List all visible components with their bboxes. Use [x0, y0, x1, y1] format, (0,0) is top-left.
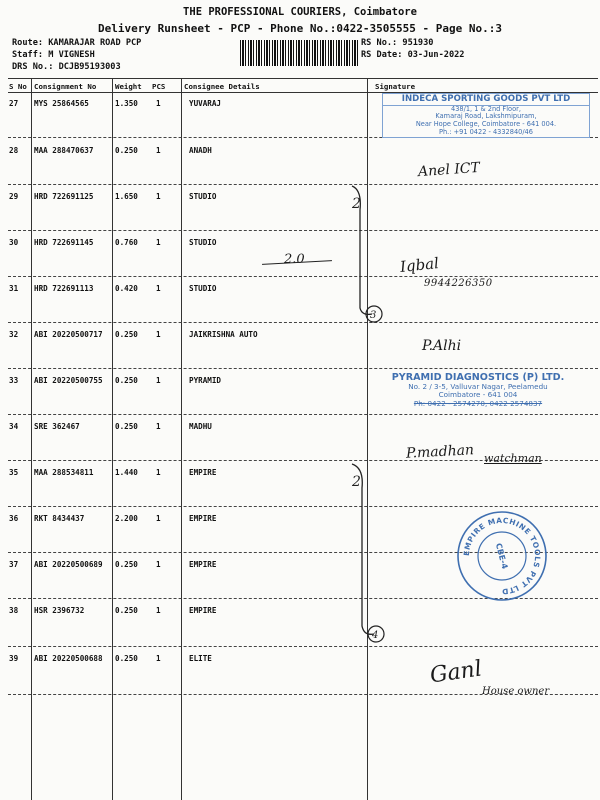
row-consignment: RKT 8434437	[34, 514, 85, 523]
stamp-line: Coimbatore - 641 004	[438, 390, 518, 400]
row-consignee: EMPIRE	[189, 468, 217, 477]
row-sno: 27	[9, 99, 19, 108]
row-weight: 1.440	[115, 468, 138, 477]
group-bracket-empire	[344, 458, 388, 648]
row-pcs: 1	[156, 606, 161, 615]
row-consignee: STUDIO	[189, 238, 217, 247]
seal-center-text: CBE-4	[493, 542, 510, 571]
row-consignment: ABI 20220500717	[34, 330, 103, 339]
row-sno: 36	[9, 514, 19, 523]
row-sno: 29	[9, 192, 19, 201]
col-divider	[181, 78, 182, 800]
row-pcs: 1	[156, 284, 161, 293]
row-pcs: 1	[156, 468, 161, 477]
row-weight: 0.250	[115, 654, 138, 663]
row-pcs: 1	[156, 654, 161, 663]
row-pcs: 1	[156, 238, 161, 247]
row-sno: 37	[9, 560, 19, 569]
row-consignee: EMPIRE	[189, 560, 217, 569]
row-separator	[8, 646, 598, 647]
indeca-company-stamp	[382, 93, 590, 138]
col-header-sno: S No	[9, 82, 27, 91]
row-consignment: ABI 20220500689	[34, 560, 103, 569]
bracket-count-end: 4	[372, 630, 379, 641]
col-header-consignee: Consignee Details	[184, 82, 260, 91]
table-top-border	[8, 78, 598, 79]
row-pcs: 1	[156, 422, 161, 431]
row-pcs: 1	[156, 376, 161, 385]
row-consignment: MAA 288470637	[34, 146, 94, 155]
rs-date: RS Date: 03-Jun-2022	[361, 50, 465, 60]
route-label: Route: KAMARAJAR ROAD PCP	[12, 38, 142, 48]
stamp-line: 438/1, 1 & 2nd Floor,	[451, 104, 521, 113]
row-consignment: HSR 2396732	[34, 606, 85, 615]
staff-label: Staff: M VIGNESH	[12, 50, 95, 60]
stamp-line: Ph: 0422 - 2574270, 0422 2574837	[413, 398, 543, 408]
stamp-line: Ph.: +91 0422 - 4332840/46	[439, 127, 533, 136]
row-consignment: HRD 722691145	[34, 238, 94, 247]
barcode	[240, 40, 358, 66]
row-pcs: 1	[156, 560, 161, 569]
row-pcs: 1	[156, 330, 161, 339]
signature-row34-title: watchman	[484, 452, 542, 465]
row-pcs: 1	[156, 514, 161, 523]
row-pcs: 1	[156, 146, 161, 155]
row-sno: 30	[9, 238, 19, 247]
row-consignee: STUDIO	[189, 192, 217, 201]
row-pcs: 1	[156, 99, 161, 108]
signature-row39-title: House owner	[482, 686, 550, 697]
row-weight: 1.650	[115, 192, 138, 201]
row-consignee: ELITE	[189, 654, 212, 663]
row-pcs: 1	[156, 192, 161, 201]
row-consignment: SRE 362467	[34, 422, 80, 431]
empire-round-seal	[456, 510, 548, 602]
row-weight: 0.250	[115, 560, 138, 569]
row-weight: 0.250	[115, 330, 138, 339]
runsheet-title: Delivery Runsheet - PCP - Phone No.:0422-3505555 - Page No.:3	[98, 22, 502, 35]
row-consignment: MYS 25864565	[34, 99, 89, 108]
row-sno: 33	[9, 376, 19, 385]
row-separator	[8, 322, 598, 323]
handwritten-note-row30: 2.0	[284, 252, 305, 267]
row-consignment: HRD 722691125	[34, 192, 94, 201]
row-consignment: ABI 20220500688	[34, 654, 103, 663]
signature-row39: Ganl	[428, 656, 484, 689]
bracket-count-top: 2	[352, 196, 361, 212]
row-sno: 32	[9, 330, 19, 339]
row-weight: 1.350	[115, 99, 138, 108]
stamp-line: No. 2 / 3-5, Valluvar Nagar, Peelamedu	[408, 382, 548, 392]
signature-row30: Iqbal	[399, 254, 440, 276]
rs-number: RS No.: 951930	[361, 38, 434, 48]
row-weight: 0.250	[115, 606, 138, 615]
row-sno: 34	[9, 422, 19, 431]
row-separator	[8, 414, 598, 415]
row-sno: 28	[9, 146, 19, 155]
row-weight: 0.250	[115, 422, 138, 431]
row-weight: 2.200	[115, 514, 138, 523]
signature-row34: P.madhan	[405, 442, 475, 462]
col-divider	[31, 78, 32, 800]
col-divider	[112, 78, 113, 800]
row-consignee: ANADH	[189, 146, 212, 155]
row-separator	[8, 276, 598, 277]
row-weight: 0.760	[115, 238, 138, 247]
group-bracket-studio	[344, 180, 384, 330]
stamp-line: PYRAMID DIAGNOSTICS (P) LTD.	[391, 372, 565, 383]
drs-number: DRS No.: DCJB95193003	[12, 62, 121, 72]
row-consignee: MADHU	[189, 422, 212, 431]
col-header-signature: Signature	[375, 82, 416, 91]
row-separator	[8, 184, 598, 185]
handwritten-phone: 9944226350	[424, 278, 493, 289]
row-sno: 35	[9, 468, 19, 477]
row-sno: 31	[9, 284, 19, 293]
row-consignee: STUDIO	[189, 284, 217, 293]
stamp-line: INDECA SPORTING GOODS PVT LTD	[383, 95, 589, 106]
bracket-count-top: 2	[352, 474, 361, 490]
row-separator	[8, 230, 598, 231]
row-weight: 0.250	[115, 376, 138, 385]
bracket-count-end: 3	[370, 310, 377, 321]
row-consignee: YUVARAJ	[189, 99, 222, 108]
col-header-weight: Weight	[115, 82, 142, 91]
row-separator	[8, 368, 598, 369]
row-consignee: EMPIRE	[189, 514, 217, 523]
row-sno: 38	[9, 606, 19, 615]
signature-row32: P.Alhi	[422, 338, 462, 354]
stamp-line: Kamaraj Road, Lakshmipuram,	[435, 112, 537, 121]
row-consignee: EMPIRE	[189, 606, 217, 615]
seal-ring-text: EMPIRE MACHINE TOOLS PVT LTD	[461, 515, 543, 597]
row-sno: 39	[9, 654, 19, 663]
row-weight: 0.420	[115, 284, 138, 293]
signature-row28: Anel ICT	[417, 159, 481, 181]
row-separator	[8, 506, 598, 507]
row-consignee: JAIKRISHNA AUTO	[189, 330, 258, 339]
pyramid-company-stamp	[378, 372, 578, 408]
company-title: THE PROFESSIONAL COURIERS, Coimbatore	[183, 6, 417, 18]
row-consignee: PYRAMID	[189, 376, 222, 385]
row-consignment: HRD 722691113	[34, 284, 94, 293]
row-consignment: ABI 20220500755	[34, 376, 103, 385]
row-weight: 0.250	[115, 146, 138, 155]
stamp-line: Near Hope College, Coimbatore - 641 004.	[415, 120, 557, 129]
row-consignment: MAA 288534811	[34, 468, 94, 477]
col-header-pcs: PCS	[152, 82, 166, 91]
col-header-consignment: Consignment No	[34, 82, 97, 91]
